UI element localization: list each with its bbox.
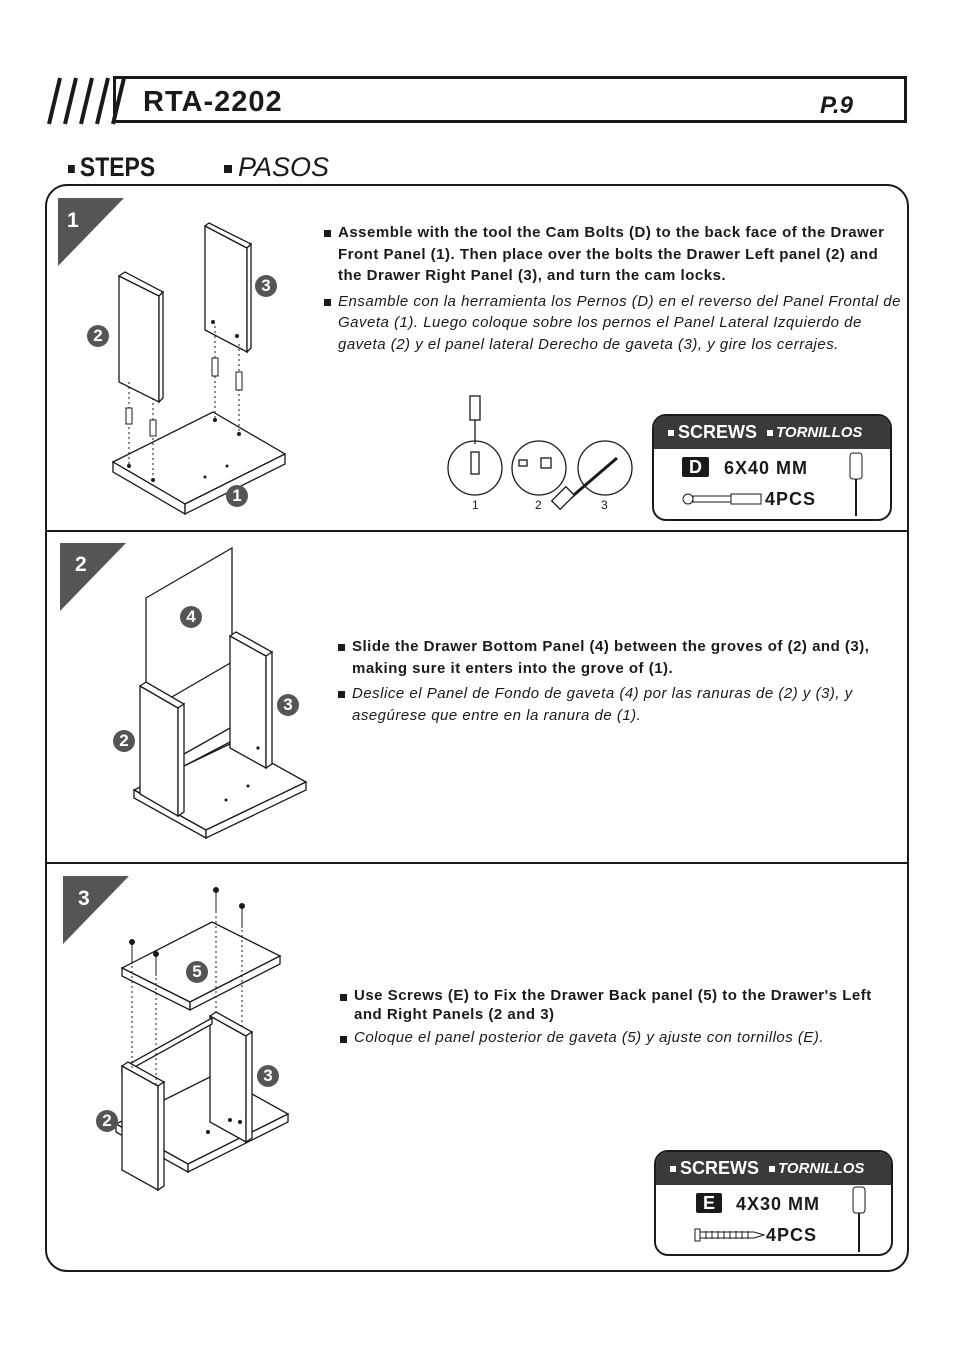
screw-size: 4X30 MM	[736, 1194, 821, 1214]
step-2-marker	[60, 543, 126, 611]
screws-box-d	[652, 414, 892, 521]
detail-label: 3	[601, 498, 608, 512]
step-1-instructions	[324, 222, 904, 359]
step-1-text-en: Assemble with the tool the Cam Bolts (D) to the back face of the Drawer Front Panel (1). Then place over the bolts the Drawer Left panel (2) and the Drawer Right Panel (3), and turn the cam locks.	[324, 222, 904, 287]
part-callout: 3	[257, 1065, 279, 1087]
page-number: P.9	[820, 92, 853, 119]
cam-bolt-icon	[682, 490, 764, 508]
step-1-number: 1	[67, 209, 79, 232]
step-2-number: 2	[75, 553, 87, 576]
screw-quantity: 4PCS	[766, 1225, 818, 1245]
part-callout: 5	[186, 961, 208, 983]
detail-label: 2	[535, 498, 542, 512]
step-1-text-es: Ensamble con la herramienta los Pernos (D) en el reverso del Panel Frontal de Gaveta (1). Luego coloque sobre los pernos el Panel Lateral Izquierdo de gaveta (2) y el panel lateral Derecho de gaveta (3), y gire los cerrajes.	[324, 291, 904, 356]
step-divider	[45, 530, 909, 532]
part-callout: 2	[87, 325, 109, 347]
cam-lock-detail-diagram	[445, 392, 640, 512]
step-3-text-es: Coloque el panel posterior de gaveta (5) y ajuste con tornillos (E).	[340, 1028, 900, 1047]
screw-quantity: 4PCS	[765, 489, 817, 509]
screwdriver-icon	[846, 452, 866, 518]
part-callout: 3	[277, 694, 299, 716]
part-callout: 4	[180, 606, 202, 628]
step-3-illustration	[112, 884, 297, 1194]
part-callout: 1	[226, 485, 248, 507]
pasos-heading: PASOS	[224, 152, 329, 183]
step-2-text-es: Deslice el Panel de Fondo de gaveta (4) por las ranuras de (2) y (3), y asegúrese que entre en la ranura de (1).	[338, 683, 898, 726]
part-callout: 2	[96, 1110, 118, 1132]
step-1-illustration	[105, 222, 295, 522]
part-callout: 3	[255, 275, 277, 297]
screw-code-badge: D	[682, 457, 709, 478]
part-callout: 2	[113, 730, 135, 752]
screw-code-badge: E	[696, 1193, 722, 1214]
screw-size: 6X40 MM	[724, 458, 809, 478]
screws-box-e	[654, 1150, 893, 1256]
screwdriver-icon	[849, 1186, 869, 1254]
wood-screw-icon	[694, 1226, 766, 1244]
step-2-text-en: Slide the Drawer Bottom Panel (4) between the groves of (2) and (3), making sure it enters into the grove of (1).	[338, 636, 898, 679]
screws-box-header: SCREWS TORNILLOS	[654, 416, 890, 449]
step-2-instructions	[338, 636, 898, 730]
step-divider	[45, 862, 909, 864]
step-3-number: 3	[78, 887, 90, 910]
screws-box-header: SCREWS TORNILLOS	[656, 1152, 891, 1185]
step-3-instructions	[340, 986, 900, 1051]
step-3-text-en: Use Screws (E) to Fix the Drawer Back panel (5) to the Drawer's Left and Right Panels (2 and 3)	[340, 986, 900, 1024]
steps-heading: STEPS	[68, 152, 155, 183]
detail-label: 1	[472, 498, 479, 512]
model-number: RTA-2202	[143, 86, 283, 118]
